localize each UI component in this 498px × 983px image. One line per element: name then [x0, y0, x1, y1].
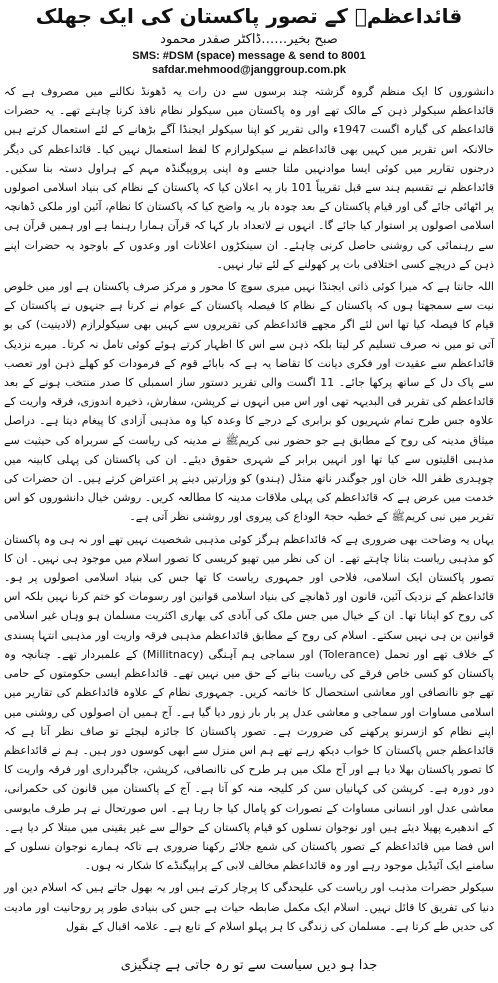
author-email: safdar.mehmood@janggroup.com.pk — [151, 64, 347, 76]
article-paragraph: اللہ جانتا ہے کہ میرا کوئی ذاتی ایجنڈا نہیں میری سوچ کا محور و مرکز صرف پاکستان ہے اور میں خلوص نیت سے سمجھتا ہوں کہ پاکستان کے نظام کا فیصلہ پاکستان کے عوام نے کرنا ہے جنہوں نے پاکستان کے قیام کا فیصلہ کیا تھا اس لئے اگر مجھے قائداعظم کی تقریروں سے کہیں بھی سیکولرازم (لادینیت) کی بو آتی تو میں نہ صرف تسلیم کر لیتا بلکہ ذہن سے اس کا اظہار کرتے ہوئے کوئی تامل نہ کرتا۔ میرے نزدیک قائداعظم سے عقیدت اور فکری دیانت کا تقاضا یہ ہے کہ بابائے قوم کے فرمودات کو کھلے ذہن اور تعصب سے پاک دل کے ساتھ پرکھا جائے۔ 11 اگست والی تقریر دستور ساز اسمبلی کا صدر منتخب ہونے کے بعد قائداعظم کی تقریر فی البدیہہ تھی اور اس میں انہوں نے کرپشن، سفارش، ذخیرہ اندوزی، فرقہ واریت کے علاوہ جس طرح تمام شہریوں کو برابری کے درجے کا وعدہ کیا وہ مذہبی آزادی کا پیغام دیتا ہے۔ دراصل میثاق مدینہ کی روح کے مطابق ہے جو حضور نبی کریمﷺ نے مدینہ کی ریاست کے سربراہ کی حیثیت سے مذہبی اقلیتوں سے کیا تھا اور انہیں برابر کے شہری حقوق دیئے۔ ان کی پاکستان کی پہلی کابینہ میں چوہدری ظفر اللہ خان اور جوگندر ناتھ منڈل (ہندو) کو وزارتیں دینے پر اعتراض کرتے ہیں۔ ان حضرات کی خدمت میں عرض ہے کہ قائداعظم کی پہلی ملاقات مدینہ کا مطالعہ کریں۔ روشن خیال دانشوروں کو اس تقریر میں نبی کریمﷺ کے خطبہ حجۃ الوداع کی پیروی اور روشنی نظر آتی ہے۔ — [4, 280, 494, 524]
article-paragraph: یہاں یہ وضاحت بھی ضروری ہے کہ قائداعظم ہرگز کوئی مذہبی شخصیت نہیں تھے اور نہ ہی وہ پاکستان کو مذہبی ریاست بنانا چاہتے تھے۔ ان کی نظر میں تھیو کریسی کا تصور اسلام میں موجود ہی نہیں۔ ان کا تصور پاکستان ایک اسلامی، فلاحی اور جمہوری ریاست کا تھا جس کی بنیاد اسلامی اصولوں پر ہو۔ قائداعظم کے نزدیک آئین، قانون اور ڈھانچے کی بنیاد اسلامی قوانین اور رسومات کو ختم کرنا نہیں بلکہ اس کی روح کو اپنانا تھا۔ ان کے خیال میں جس ملک کی آبادی کی بھاری اکثریت مسلمان ہو وہاں غیر اسلامی قوانین بن ہی نہیں سکتے۔ اسلام کی روح کے مطابق قائداعظم مذہبی فرقہ واریت اور مذہبی انتہا پسندی کے خلاف تھے اور تحمل (Tolerance) اور سماجی ہم آہنگی (Millitnacy) کے علمبردار تھے۔ چنانچہ وہ پاکستان کو کسی خاص فرقے کی ریاست بنانے کے حق میں نہیں تھے۔ قائداعظم ایسی حکومتوں کے حامی تھے جو ناانصافی اور معاشی استحصال کا خاتمہ کریں۔ جمہوری نظام کے علاوہ قائداعظم کی تقاریر میں اسلامی مساوات اور سماجی و معاشی عدل پر بار بار زور دیا گیا ہے۔ آج ہمیں ان اصولوں کی روشنی میں اپنے نظام کو ازسرنو پرکھنے کی ضرورت ہے۔ تصور پاکستان کا جائزہ لیجئے تو صاف نظر آتا ہے کہ قائداعظم جس پاکستان کا خواب دیکھ رہے تھے ہم اس منزل سے ابھی کوسوں دور ہیں۔ ہم نے قائداعظم کا تصور پاکستان بھلا دیا ہے اور آج ملک میں ہر طرح کی ناانصافی، کرپشن، جاگیرداری اور فرقہ واریت کا دور دورہ ہے۔ کرپشن کی کہانیاں سن کر کلیجہ منہ کو آتا ہے۔ آج کے پاکستان میں قانون کی حکمرانی، معاشی عدل اور انسانی مساوات کے تصورات کو پامال کیا جا رہا ہے۔ اس صورتحال نے ہر طرف مایوسی کے اندھیرے پھیلا دیئے ہیں اور نوجوان نسلوں کو قیام پاکستان کے حوالے سے غیر یقینی میں مبتلا کر دیا ہے۔ اس فضا میں قائداعظم کے تصور پاکستان کی شمع جلائے رکھنا ضروری ہے تاکہ ہمارے نوجوان نسلوں کے سامنے ایک آئیڈیل موجود رہے اور وہ قائداعظم مخالف لابی کے پراپیگنڈے کا شکار نہ ہوں۔ — [4, 532, 495, 873]
article-title: قائداعظمؒ کے تصور پاکستان کی ایک جھلک — [35, 4, 463, 28]
closing-couplet: جدا ہو دیں سیاست سے تو رہ جاتی ہے چنگیزی — [120, 958, 378, 973]
sms-instructions: SMS: #DSM (space) message & send to 8001 — [132, 50, 366, 62]
article-body — [4, 82, 494, 939]
article-paragraph: سیکولر حضرات مذہب اور ریاست کی علیحدگی کا پرچار کرتے ہیں اور یہ بھول جاتے ہیں کہ اسلام دین اور دنیا کی تفریق کا قائل نہیں۔ اسلام ایک مکمل ضابطہ حیات ہے جس کی بنیادی طور پر روحانیت اور مادیت کی حدیں طے کرتا ہے۔ مسلمان کی زندگی کا ہر پہلو اسلام کے تابع ہے۔ علامہ اقبال کے بقول — [4, 881, 494, 933]
article-byline: صبح بخیر……ڈاکٹر صفدر محمود — [160, 32, 338, 47]
article-paragraph: دانشوروں کا ایک منظم گروہ گزشتہ چند برسوں سے دن رات یہ ڈھونڈ نکالنے میں مصروف ہے کہ قائداعظم سیکولر ذہن کے مالک تھے اور وہ پاکستان میں سیکولر نظام نافذ کرنا چاہتے تھے۔ یہ حضرات قائداعظم کی گیارہ اگست 1947ء والی تقریر کو اپنا سیکولر ایجنڈا آگے بڑھانے کے لئے استعمال کرتے ہیں حالانکہ اس تقریر میں کہیں بھی قائداعظم نے سیکولرازم کا لفظ استعمال نہیں کیا۔ قائداعظم کی دیگر درجنوں تقاریر میں کوئی ایسا موادنہیں ملتا جسے وہ اپنی پروپیگنڈہ مہم کے ہراول دستہ بنا سکیں۔ قائداعظم نے تقسیم ہند سے قبل تقریباً 101 بار یہ اعلان کیا کہ پاکستان کے نظام کی بنیاد اسلامی اصولوں پر اٹھائی جائے گی اور قیام پاکستان کے بعد چودہ بار یہ واضح کیا کہ پاکستان کا نظام، آئین اور ملکی ڈھانچہ اسلامی اصولوں پر استوار کیا جائے گا۔ انہوں نے لاتعداد بار کہا کہ قرآن ہمارا رہنما ہے اور ہمیں قرآن ہی سے رہنمائی کی روشنی حاصل کرنی چاہئے۔ ان سینکڑوں اعلانات اور وعدوں کے باوجود یہ حضرات اپنے ذہن کے دریچے کسی اختلافی بات پر کھولنے کے لئے تیار نہیں۔ — [4, 85, 495, 271]
